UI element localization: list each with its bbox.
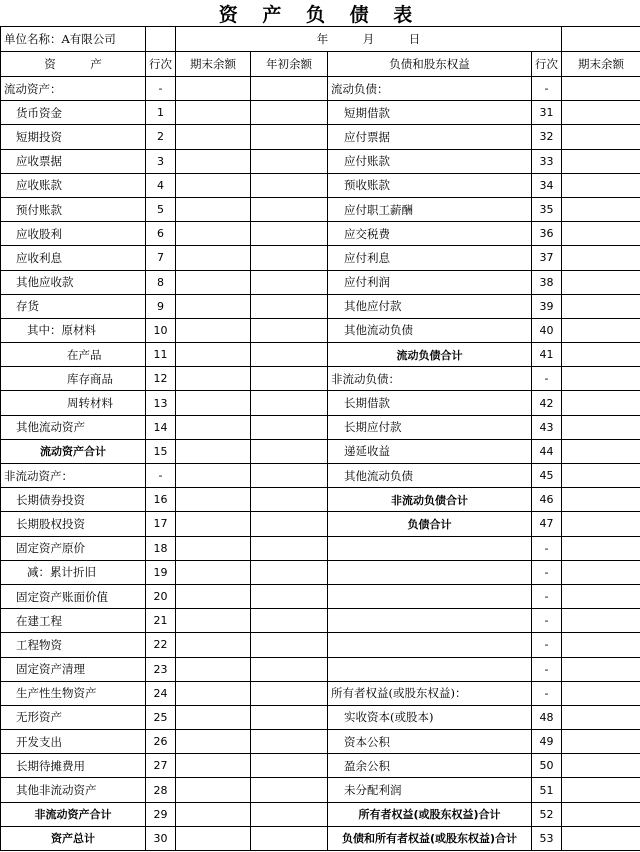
liability-item-label: 应付票据: [328, 125, 532, 149]
liability-line-no: 44: [532, 439, 562, 463]
asset-line-no: 7: [146, 246, 176, 270]
asset-line-no: 12: [146, 367, 176, 391]
liability-line-no: 36: [532, 222, 562, 246]
liability-line-no: 52: [532, 802, 562, 826]
meta-row: [1, 27, 640, 52]
asset-end-balance: [176, 77, 251, 101]
asset-begin-balance: [251, 609, 328, 633]
asset-item-label: 其他应收款: [1, 270, 146, 294]
asset-begin-balance: [251, 101, 328, 125]
table-row: [1, 222, 640, 246]
liability-line-no: 50: [532, 754, 562, 778]
liability-end-balance: [562, 657, 640, 681]
header-row: [1, 52, 640, 77]
liability-item-label: 实收资本(或股本): [328, 705, 532, 729]
asset-begin-balance: [251, 294, 328, 318]
liability-line-no: -: [532, 633, 562, 657]
asset-begin-balance: [251, 246, 328, 270]
liability-end-balance: [562, 826, 640, 850]
asset-item-label: 在产品: [1, 343, 146, 367]
asset-item-label: 减：累计折旧: [1, 560, 146, 584]
asset-begin-balance: [251, 705, 328, 729]
table-row: [1, 657, 640, 681]
asset-line-no: 1: [146, 101, 176, 125]
asset-item-label: 应收账款: [1, 173, 146, 197]
asset-begin-balance: [251, 367, 328, 391]
asset-end-balance: [176, 294, 251, 318]
asset-end-balance: [176, 730, 251, 754]
balance-table: [0, 26, 640, 851]
liability-line-no: 42: [532, 391, 562, 415]
asset-end-balance: [176, 391, 251, 415]
liability-end-balance: [562, 754, 640, 778]
liability-line-no: 48: [532, 705, 562, 729]
table-row: [1, 778, 640, 802]
liability-end-balance: [562, 464, 640, 488]
asset-end-balance: [176, 125, 251, 149]
table-row: [1, 173, 640, 197]
table-row: [1, 270, 640, 294]
liability-end-balance: [562, 391, 640, 415]
table-row: [1, 536, 640, 560]
liability-line-no: 32: [532, 125, 562, 149]
liability-line-no: -: [532, 367, 562, 391]
asset-begin-balance: [251, 391, 328, 415]
liability-item-label: 预收账款: [328, 173, 532, 197]
table-row: [1, 633, 640, 657]
header-end-balance-right: 期末余额: [562, 52, 640, 77]
asset-begin-balance: [251, 488, 328, 512]
asset-line-no: 2: [146, 125, 176, 149]
liability-item-label: [328, 657, 532, 681]
table-row: [1, 367, 640, 391]
liability-item-label: 其他流动负债: [328, 318, 532, 342]
liability-item-label: 盈余公积: [328, 754, 532, 778]
asset-item-label: 应收利息: [1, 246, 146, 270]
liability-line-no: 47: [532, 512, 562, 536]
asset-line-no: 19: [146, 560, 176, 584]
asset-begin-balance: [251, 270, 328, 294]
asset-line-no: 20: [146, 584, 176, 608]
header-end-balance: 期末余额: [176, 52, 251, 77]
liability-item-label: 非流动负债：: [328, 367, 532, 391]
asset-line-no: 30: [146, 826, 176, 850]
table-row: [1, 197, 640, 221]
table-row: [1, 705, 640, 729]
liability-end-balance: [562, 802, 640, 826]
asset-item-label: 货币资金: [1, 101, 146, 125]
asset-end-balance: [176, 197, 251, 221]
asset-begin-balance: [251, 318, 328, 342]
liability-item-label: 流动负债合计: [328, 343, 532, 367]
asset-item-label: 预付账款: [1, 197, 146, 221]
asset-item-label: 其他非流动资产: [1, 778, 146, 802]
asset-item-label: 应收股利: [1, 222, 146, 246]
asset-item-label: 长期股权投资: [1, 512, 146, 536]
liability-item-label: [328, 633, 532, 657]
asset-item-label: 存货: [1, 294, 146, 318]
asset-begin-balance: [251, 584, 328, 608]
asset-line-no: 28: [146, 778, 176, 802]
liability-line-no: 33: [532, 149, 562, 173]
liability-line-no: 34: [532, 173, 562, 197]
asset-end-balance: [176, 246, 251, 270]
header-line-no: 行次: [146, 52, 176, 77]
table-row: [1, 149, 640, 173]
asset-end-balance: [176, 464, 251, 488]
liability-item-label: 未分配利润: [328, 778, 532, 802]
table-row: [1, 318, 640, 342]
liability-end-balance: [562, 609, 640, 633]
liability-end-balance: [562, 367, 640, 391]
asset-begin-balance: [251, 125, 328, 149]
asset-begin-balance: [251, 778, 328, 802]
asset-end-balance: [176, 681, 251, 705]
liability-line-no: 45: [532, 464, 562, 488]
report-date: 年 月 日: [176, 27, 562, 52]
asset-begin-balance: [251, 77, 328, 101]
liability-line-no: 41: [532, 343, 562, 367]
liability-end-balance: [562, 294, 640, 318]
asset-item-label: 非流动资产合计: [1, 802, 146, 826]
liability-end-balance: [562, 343, 640, 367]
table-row: [1, 802, 640, 826]
asset-end-balance: [176, 609, 251, 633]
asset-line-no: 18: [146, 536, 176, 560]
asset-item-label: 应收票据: [1, 149, 146, 173]
asset-end-balance: [176, 754, 251, 778]
liability-item-label: 其他应付款: [328, 294, 532, 318]
liability-end-balance: [562, 101, 640, 125]
asset-end-balance: [176, 778, 251, 802]
liability-end-balance: [562, 77, 640, 101]
liability-end-balance: [562, 512, 640, 536]
liability-item-label: 应付账款: [328, 149, 532, 173]
asset-end-balance: [176, 657, 251, 681]
asset-item-label: 生产性生物资产: [1, 681, 146, 705]
table-row: [1, 464, 640, 488]
table-row: [1, 415, 640, 439]
asset-item-label: 流动资产合计: [1, 439, 146, 463]
liability-end-balance: [562, 246, 640, 270]
asset-item-label: 非流动资产：: [1, 464, 146, 488]
asset-item-label: 库存商品: [1, 367, 146, 391]
asset-begin-balance: [251, 512, 328, 536]
asset-end-balance: [176, 512, 251, 536]
asset-line-no: -: [146, 464, 176, 488]
liability-line-no: 53: [532, 826, 562, 850]
liability-item-label: 应付利息: [328, 246, 532, 270]
asset-line-no: 24: [146, 681, 176, 705]
liability-item-label: 所有者权益(或股东权益)合计: [328, 802, 532, 826]
header-line-no-right: 行次: [532, 52, 562, 77]
asset-end-balance: [176, 367, 251, 391]
liability-item-label: 资本公积: [328, 730, 532, 754]
liability-end-balance: [562, 173, 640, 197]
liability-line-no: -: [532, 657, 562, 681]
liability-line-no: 35: [532, 197, 562, 221]
liability-end-balance: [562, 778, 640, 802]
asset-end-balance: [176, 343, 251, 367]
liability-item-label: [328, 609, 532, 633]
table-row: [1, 754, 640, 778]
asset-item-label: 资产总计: [1, 826, 146, 850]
table-row: [1, 488, 640, 512]
asset-item-label: 工程物资: [1, 633, 146, 657]
asset-end-balance: [176, 222, 251, 246]
liability-item-label: [328, 560, 532, 584]
liability-line-no: 39: [532, 294, 562, 318]
asset-end-balance: [176, 149, 251, 173]
liability-line-no: -: [532, 584, 562, 608]
liability-item-label: 长期应付款: [328, 415, 532, 439]
liability-item-label: 短期借款: [328, 101, 532, 125]
liability-end-balance: [562, 125, 640, 149]
asset-begin-balance: [251, 560, 328, 584]
asset-line-no: 23: [146, 657, 176, 681]
asset-end-balance: [176, 270, 251, 294]
asset-begin-balance: [251, 657, 328, 681]
header-liabilities: 负债和股东权益: [328, 52, 532, 77]
asset-end-balance: [176, 101, 251, 125]
table-row: [1, 681, 640, 705]
liability-line-no: 37: [532, 246, 562, 270]
table-row: [1, 609, 640, 633]
asset-begin-balance: [251, 197, 328, 221]
asset-line-no: 22: [146, 633, 176, 657]
asset-line-no: 25: [146, 705, 176, 729]
liability-item-label: 递延收益: [328, 439, 532, 463]
asset-item-label: 周转材料: [1, 391, 146, 415]
liability-line-no: 51: [532, 778, 562, 802]
asset-item-label: 开发支出: [1, 730, 146, 754]
asset-line-no: 4: [146, 173, 176, 197]
liability-item-label: 长期借款: [328, 391, 532, 415]
asset-line-no: 9: [146, 294, 176, 318]
asset-end-balance: [176, 826, 251, 850]
asset-begin-balance: [251, 633, 328, 657]
liability-line-no: -: [532, 681, 562, 705]
liability-end-balance: [562, 270, 640, 294]
liability-end-balance: [562, 730, 640, 754]
asset-line-no: 5: [146, 197, 176, 221]
liability-end-balance: [562, 415, 640, 439]
asset-begin-balance: [251, 802, 328, 826]
asset-item-label: 固定资产原价: [1, 536, 146, 560]
table-row: [1, 246, 640, 270]
liability-item-label: [328, 536, 532, 560]
asset-line-no: 16: [146, 488, 176, 512]
table-row: [1, 125, 640, 149]
table-row: [1, 391, 640, 415]
asset-item-label: 流动资产：: [1, 77, 146, 101]
asset-end-balance: [176, 560, 251, 584]
asset-item-label: 固定资产清理: [1, 657, 146, 681]
asset-end-balance: [176, 439, 251, 463]
table-row: [1, 560, 640, 584]
asset-line-no: 10: [146, 318, 176, 342]
asset-line-no: 6: [146, 222, 176, 246]
asset-begin-balance: [251, 536, 328, 560]
liability-item-label: 所有者权益(或股东权益)：: [328, 681, 532, 705]
header-assets: 资 产: [1, 52, 146, 77]
liability-end-balance: [562, 681, 640, 705]
liability-end-balance: [562, 222, 640, 246]
table-row: [1, 101, 640, 125]
asset-item-label: 其他流动资产: [1, 415, 146, 439]
liability-end-balance: [562, 560, 640, 584]
liability-line-no: 43: [532, 415, 562, 439]
table-row: [1, 730, 640, 754]
asset-item-label: 固定资产账面价值: [1, 584, 146, 608]
liability-line-no: 31: [532, 101, 562, 125]
liability-line-no: -: [532, 560, 562, 584]
asset-line-no: 17: [146, 512, 176, 536]
liability-line-no: -: [532, 609, 562, 633]
asset-end-balance: [176, 802, 251, 826]
company-name: 单位名称：A有限公司: [1, 27, 146, 52]
asset-line-no: 8: [146, 270, 176, 294]
asset-end-balance: [176, 584, 251, 608]
table-row: [1, 826, 640, 850]
liability-end-balance: [562, 439, 640, 463]
liability-end-balance: [562, 536, 640, 560]
liability-end-balance: [562, 633, 640, 657]
liability-item-label: 应付职工薪酬: [328, 197, 532, 221]
table-row: [1, 584, 640, 608]
asset-end-balance: [176, 633, 251, 657]
table-row: [1, 294, 640, 318]
asset-item-label: 短期投资: [1, 125, 146, 149]
asset-item-label: 长期债券投资: [1, 488, 146, 512]
asset-end-balance: [176, 536, 251, 560]
liability-item-label: 流动负债：: [328, 77, 532, 101]
liability-line-no: -: [532, 536, 562, 560]
asset-line-no: 21: [146, 609, 176, 633]
asset-begin-balance: [251, 149, 328, 173]
asset-line-no: -: [146, 77, 176, 101]
liability-item-label: 应交税费: [328, 222, 532, 246]
asset-line-no: 15: [146, 439, 176, 463]
asset-begin-balance: [251, 173, 328, 197]
liability-line-no: 40: [532, 318, 562, 342]
liability-item-label: 其他流动负债: [328, 464, 532, 488]
liability-end-balance: [562, 584, 640, 608]
asset-end-balance: [176, 318, 251, 342]
liability-line-no: 38: [532, 270, 562, 294]
asset-begin-balance: [251, 415, 328, 439]
asset-item-label: 其中：原材料: [1, 318, 146, 342]
asset-end-balance: [176, 173, 251, 197]
asset-item-label: 在建工程: [1, 609, 146, 633]
liability-line-no: 49: [532, 730, 562, 754]
asset-begin-balance: [251, 826, 328, 850]
asset-begin-balance: [251, 681, 328, 705]
liability-end-balance: [562, 318, 640, 342]
liability-line-no: 46: [532, 488, 562, 512]
liability-line-no: -: [532, 77, 562, 101]
asset-begin-balance: [251, 343, 328, 367]
liability-end-balance: [562, 488, 640, 512]
liability-item-label: 负债和所有者权益(或股东权益)合计: [328, 826, 532, 850]
asset-line-no: 3: [146, 149, 176, 173]
table-row: [1, 77, 640, 101]
liability-item-label: 应付利润: [328, 270, 532, 294]
liability-end-balance: [562, 197, 640, 221]
table-row: [1, 512, 640, 536]
asset-item-label: 长期待摊费用: [1, 754, 146, 778]
asset-begin-balance: [251, 730, 328, 754]
table-row: [1, 439, 640, 463]
liability-end-balance: [562, 705, 640, 729]
asset-line-no: 13: [146, 391, 176, 415]
asset-end-balance: [176, 415, 251, 439]
asset-begin-balance: [251, 439, 328, 463]
sheet-title: 资 产 负 债 表: [218, 3, 422, 26]
asset-begin-balance: [251, 222, 328, 246]
asset-end-balance: [176, 488, 251, 512]
liability-item-label: 负债合计: [328, 512, 532, 536]
liability-end-balance: [562, 149, 640, 173]
asset-line-no: 29: [146, 802, 176, 826]
asset-begin-balance: [251, 754, 328, 778]
asset-end-balance: [176, 705, 251, 729]
liability-item-label: 非流动负债合计: [328, 488, 532, 512]
asset-line-no: 11: [146, 343, 176, 367]
table-row: [1, 343, 640, 367]
header-begin-balance: 年初余额: [251, 52, 328, 77]
asset-item-label: 无形资产: [1, 705, 146, 729]
asset-line-no: 27: [146, 754, 176, 778]
asset-begin-balance: [251, 464, 328, 488]
asset-line-no: 14: [146, 415, 176, 439]
asset-line-no: 26: [146, 730, 176, 754]
liability-item-label: [328, 584, 532, 608]
